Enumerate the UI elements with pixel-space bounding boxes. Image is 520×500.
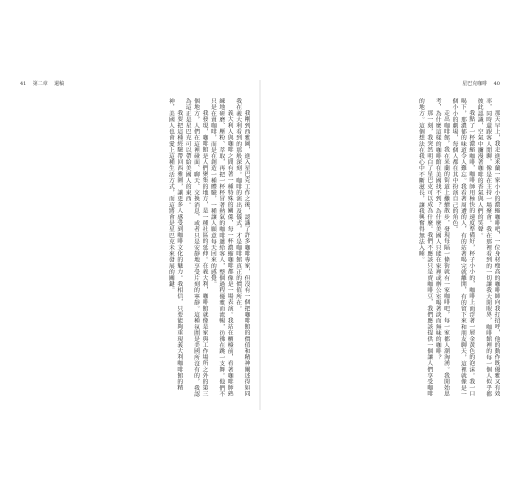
- left-page-number: 41: [20, 81, 27, 87]
- right-book-title: 星巴克咖啡: [462, 81, 488, 87]
- paragraph: 我剛到西雅圖，進入星巴克工作之後，認識了許多咖啡專家，但沒有一個把咖啡館的價值和精神闡述得如同我在義大利看到的那般深刻。咖啡的演出及儀式，才是咖啡館真正的價值所在。: [234, 98, 249, 397]
- right-body-text: [270, 98, 500, 398]
- left-running-head: [20, 80, 250, 92]
- paragraph: 那一刻，我突然明白了星巴克可以成為什麼。我們不應該只是賣咖啡豆，我們應該提供一個讓人們享受咖啡的地方。這個想法在我心中不斷滋長，讓我興奮得無法入睡。: [417, 98, 432, 397]
- paragraph: 走出咖啡館，我在米蘭的街道上繼續散步，發現每隔一條街就有一家咖啡吧，每一家都人潮洶湧。我開始思考，為什麼這樣的咖啡館在美國找不到？為什麼美國人只能在家裡或辦公室喝著淡而無味的咖啡？: [434, 98, 449, 397]
- right-running-head-text: [462, 80, 500, 87]
- left-running-head-text: [20, 80, 64, 87]
- paragraph: 我要把這種經驗帶回西雅圖，讓更多人感受到咖啡文化的魅力。我相信，只要能夠重現義大利咖啡館的精神，美國人也會愛上這種生活方式，而這將會是星巴克未來發展的關鍵。: [167, 98, 182, 391]
- left-chapter-label: 第二章: [32, 81, 48, 87]
- left-page: [20, 80, 250, 410]
- left-section-label: 還稿: [54, 81, 65, 87]
- paragraph: 義大利人與咖啡之間有著一種特殊的關係，每一杯濃縮咖啡都像是一場表演。我站在櫃檯前，看著咖啡師熟練地研磨、壓粉、萃取，再把一杯杯冒著熱氣的咖啡遞給客人，整個過程優雅而流暢，彷彿在跳一支舞。他們不只是在賣咖啡，而是在創造一種體驗，一種讓人願意每天回來的感覺。: [209, 98, 233, 397]
- right-running-head: [270, 80, 500, 92]
- right-page-number: 40: [493, 81, 500, 87]
- paragraph: 我發現，咖啡館是人們聚集的地方，是一種社區的延伸。在義大利，咖啡館就像是家與工作場所之外的第三個地方，人們在這裡碰面、聊天、交換消息，或者只是安靜地享受片刻的寧靜。這種氛圍是美國所沒有的，我認為這正是星巴克可以帶給美國人的東西。: [184, 98, 207, 397]
- paragraph: 那天早上，我走進米蘭一家小小的濃縮咖啡吧，一位身材瘦高的咖啡師向我打招呼，他的動作既優雅又有效率，同時還跟客人閒聊，像是在主持一場聚會。我在那裡看到的一切讓我大開眼界，咖啡館裡的每一個人似乎都彼此認識，空氣中瀰漫著咖啡的香氣與人們的笑聲。: [476, 98, 499, 397]
- paragraph: 我點了一杯濃縮咖啡，咖啡師用極快的速度準備好，杯子小小的，咖啡上面浮著一層金黃色的泡沫。我一口喝下，那濃郁的味道令人難忘。我看著周遭的人，有的站著喝完就離開，有的留下來和朋友聊天，這裡就像是一個小小的劇場，每個人都在其中扮演自己的角色。: [450, 98, 474, 397]
- right-page: [270, 80, 500, 410]
- book-gutter: [259, 80, 261, 410]
- left-body-text: [20, 98, 250, 398]
